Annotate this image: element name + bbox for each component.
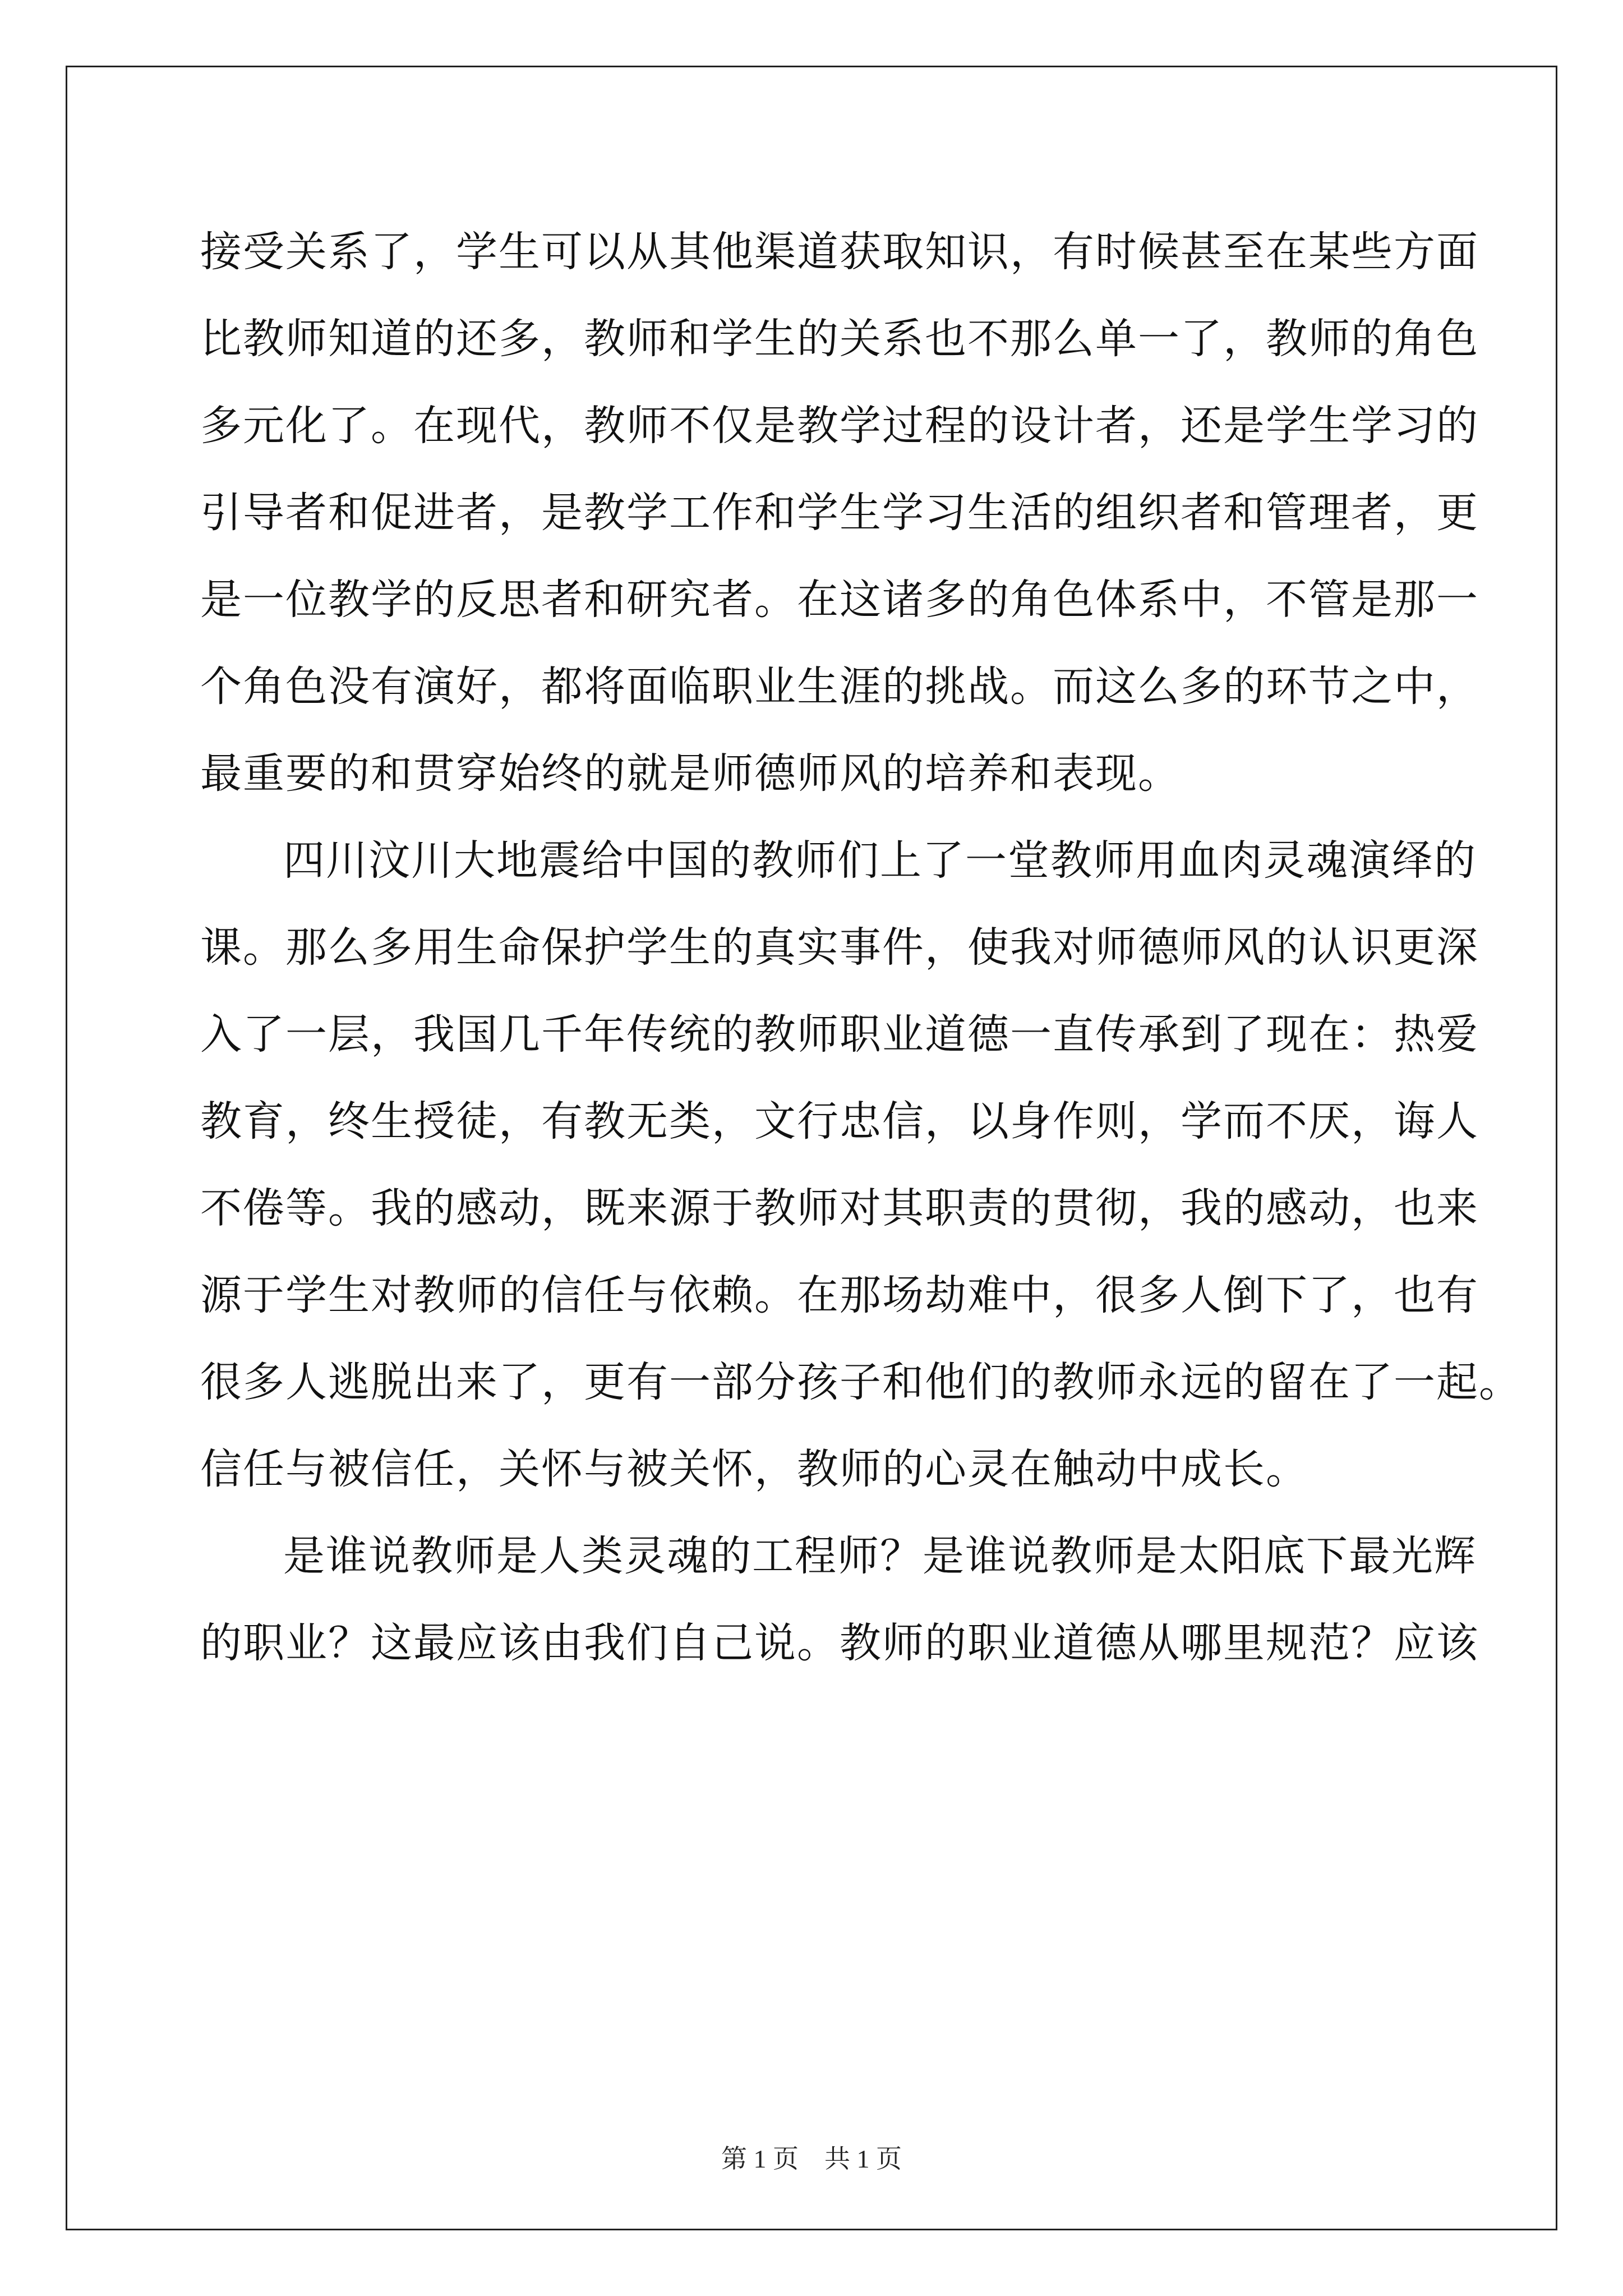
text-line: 课。那么多用生命保护学生的真实事件，使我对师德师风的认识更深 <box>200 923 1479 972</box>
document-body <box>200 209 1521 1687</box>
text-line: 的职业？这最应该由我们自己说。教师的职业道德从哪里规范？应该 <box>200 1619 1479 1667</box>
text-line: 教育，终生授徒，有教无类，文行忠信，以身作则，学而不厌，诲人 <box>200 1097 1479 1145</box>
text-line: 很多人逃脱出来了，更有一部分孩子和他们的教师永远的留在了一起。 <box>200 1358 1521 1406</box>
text-line: 多元化了。在现代，教师不仅是教学过程的设计者，还是学生学习的 <box>200 402 1479 450</box>
text-line: 接受关系了，学生可以从其他渠道获取知识，有时候甚至在某些方面 <box>200 228 1479 276</box>
text-line: 信任与被信任，关怀与被关怀，教师的心灵在触动中成长。 <box>200 1445 1308 1493</box>
text-line: 是一位教学的反思者和研究者。在这诸多的角色体系中，不管是那一 <box>200 576 1479 624</box>
text-line: 四川汶川大地震给中国的教师们上了一堂教师用血肉灵魂演绎的 <box>283 836 1477 885</box>
text-line: 源于学生对教师的信任与依赖。在那场劫难中，很多人倒下了，也有 <box>200 1271 1479 1319</box>
text-line: 引导者和促进者，是教学工作和学生学习生活的组织者和管理者，更 <box>200 489 1479 537</box>
text-line: 个角色没有演好，都将面临职业生涯的挑战。而这么多的环节之中， <box>200 662 1479 711</box>
page-footer: 第 1 页 共 1 页 <box>721 2145 902 2173</box>
text-line: 入了一层，我国几千年传统的教师职业道德一直传承到了现在：热爱 <box>200 1010 1479 1059</box>
text-line: 比教师知道的还多，教师和学生的关系也不那么单一了，教师的角色 <box>200 315 1479 363</box>
text-line: 是谁说教师是人类灵魂的工程师？是谁说教师是太阳底下最光辉 <box>283 1532 1477 1580</box>
text-line: 最重要的和贯穿始终的就是师德师风的培养和表现。 <box>200 749 1181 798</box>
text-line: 不倦等。我的感动，既来源于教师对其职责的贯彻，我的感动，也来 <box>200 1184 1479 1232</box>
